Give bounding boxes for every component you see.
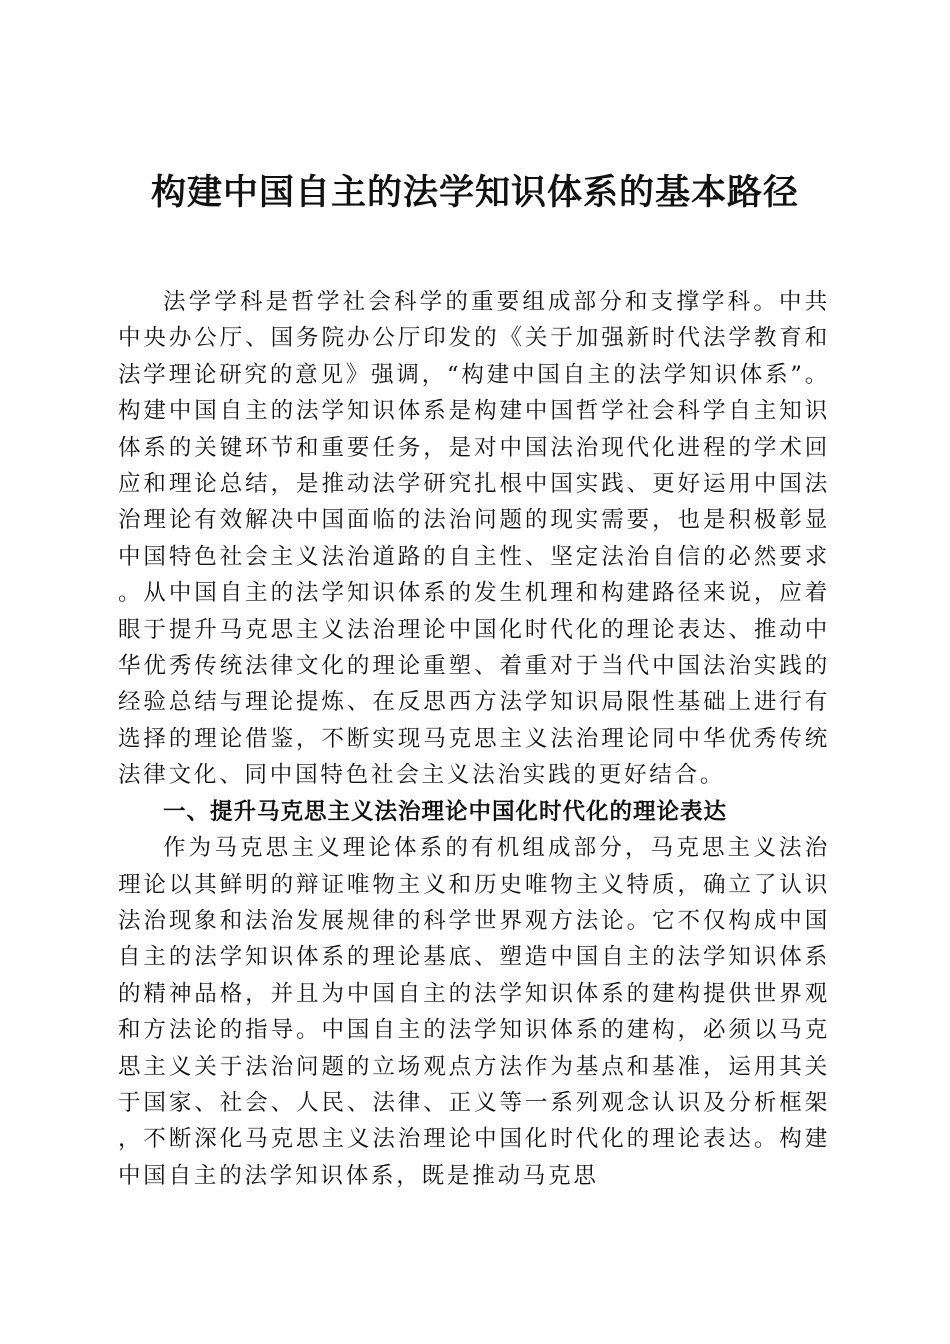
section-1-paragraph: 作为马克思主义理论体系的有机组成部分，马克思主义法治理论以其鲜明的辩证唯物主义和历史唯物主义特质，确立了认识法治现象和法治发展规律的科学世界观方法论。它不仅构成中国自主的法学知识体系的理论基底、塑造中国自主的法学知识体系的精神品格，并且为中国自主的法学知识体系的建构提供世界观和方法论的指导。中国自主的法学知识体系的建构，必须以马克思主义关于法治问题的立场观点方法作为基点和基准，运用其关于国家、社会、人民、法律、正义等一系列观念认识及分析框架，不断深化马克思主义法治理论中国化时代化的理论表达。构建中国自主的法学知识体系，既是推动马克思 xyxy=(118,835,830,1189)
document-title: 构建中国自主的法学知识体系的基本路径 xyxy=(150,173,799,213)
document-body xyxy=(118,284,830,1194)
intro-paragraph: 法学学科是哲学社会科学的重要组成部分和支撑学科。中共中央办公厅、国务院办公厅印发的《关于加强新时代法学教育和法学理论研究的意见》强调，“构建中国自主的法学知识体系”。构建中国自主的法学知识体系是构建中国哲学社会科学自主知识体系的关键环节和重要任务，是对中国法治现代化进程的学术回应和理论总结，是推动法学研究扎根中国实践、更好运用中国法治理论有效解决中国面临的法治问题的现实需要，也是积极彰显中国特色社会主义法治道路的自主性、坚定法治自信的必然要求。从中国自主的法学知识体系的发生机理和构建路径来说，应着眼于提升马克思主义法治理论中国化时代化的理论表达、推动中华优秀传统法律文化的理论重塑、着重对于当代中国法治实践的经验总结与理论提炼、在反思西方法学知识局限性基础上进行有选择的理论借鉴，不断实现马克思主义法治理论同中华优秀传统法律文化、同中国特色社会主义法治实践的更好结合。 xyxy=(118,289,830,789)
section-1-heading: 一、提升马克思主义法治理论中国化时代化的理论表达 xyxy=(163,798,728,825)
